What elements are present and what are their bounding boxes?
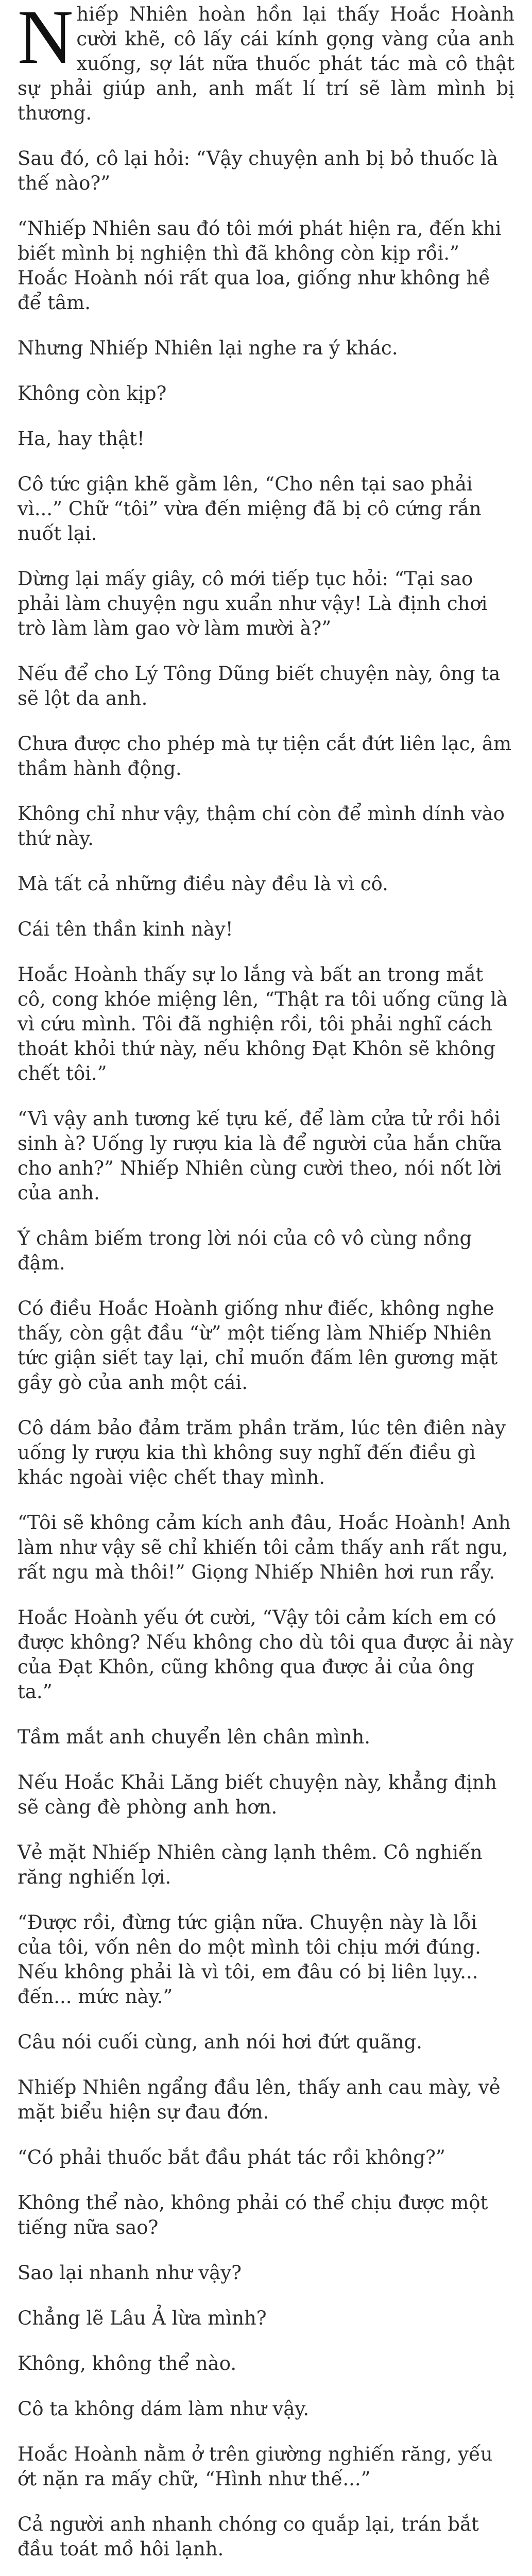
article-paragraph: Cô ta không dám làm như vậy.	[18, 2398, 310, 2420]
opening-paragraph	[18, 2, 514, 126]
article-paragraph: Nhưng Nhiếp Nhiên lại nghe ra ý khác.	[18, 337, 398, 359]
article-paragraph: Câu nói cuối cùng, anh nói hơi đứt quãng.	[18, 2031, 422, 2053]
article-paragraph: Cái tên thần kinh này!	[18, 918, 233, 940]
article-paragraph: Ý châm biếm trong lời nói của cô vô cùng nồng đậm.	[18, 1227, 472, 1274]
article-paragraph: Nếu Hoắc Khải Lăng biết chuyện này, khẳng định sẽ càng đè phòng anh hơn.	[18, 1771, 497, 1818]
article-paragraph: Chưa được cho phép mà tự tiện cắt đứt liên lạc, âm thầm hành động.	[18, 733, 512, 779]
article-paragraph: Cô dám bảo đảm trăm phần trăm, lúc tên điên này uống ly rượu kia thì không suy nghĩ đến điều gì khác ngoài việc chết thay mình.	[18, 1417, 506, 1488]
article-paragraph: Vẻ mặt Nhiếp Nhiên càng lạnh thêm. Cô nghiến răng nghiến lợi.	[18, 1841, 483, 1888]
drop-cap-letter: N	[18, 0, 74, 80]
article-paragraph: “Tôi sẽ không cảm kích anh đâu, Hoắc Hoành! Anh làm như vậy sẽ chỉ khiến tôi cảm thấy anh rất ngu, rất ngu mà thôi!” Giọng Nhiếp Nhiên hơi run rẩy.	[18, 1512, 511, 1583]
article-paragraph: Hoắc Hoành thấy sự lo lắng và bất an trong mắt cô, cong khóe miệng lên, “Thật ra tôi uống cũng là vì cứu mình. Tôi đã nghiện rồi, tôi phải nghĩ cách thoát khỏi thứ này, nếu không Đạt Khôn sẽ không chết tôi.”	[18, 963, 508, 1084]
article-paragraph: “Có phải thuốc bắt đầu phát tác rồi không?”	[18, 2146, 445, 2168]
article-paragraph: Không thể nào, không phải có thể chịu được một tiếng nữa sao?	[18, 2192, 488, 2239]
article-paragraph: Có điều Hoắc Hoành giống như điếc, không nghe thấy, còn gật đầu “ừ” một tiếng làm Nhiếp Nhiên tức giận siết tay lại, chỉ muốn đấm lên gương mặt gầy gò của anh một cái.	[18, 1297, 498, 1394]
article-paragraph: “Nhiếp Nhiên sau đó tôi mới phát hiện ra, đến khi biết mình bị nghiện thì đã không còn kịp rồi.” Hoắc Hoành nói rất qua loa, giống như không hề để tâm.	[18, 217, 502, 314]
article-paragraph: Ha, hay thật!	[18, 428, 145, 450]
article-paragraph: Mà tất cả những điều này đều là vì cô.	[18, 873, 388, 895]
article-paragraph: Sau đó, cô lại hỏi: “Vậy chuyện anh bị bỏ thuốc là thế nào?”	[18, 147, 499, 194]
article-paragraph: Cả người anh nhanh chóng co quắp lại, trán bắt đầu toát mồ hôi lạnh.	[18, 2513, 479, 2560]
article-paragraph: Không còn kịp?	[18, 382, 167, 404]
article-paragraph: Chẳng lẽ Lâu Ả lừa mình?	[18, 2307, 267, 2329]
article-paragraph: Tầm mắt anh chuyển lên chân mình.	[18, 1726, 370, 1748]
article-body	[18, 146, 514, 2576]
article-paragraph: Sao lại nhanh như vậy?	[18, 2262, 242, 2284]
article-paragraph: Không chỉ như vậy, thậm chí còn để mình dính vào thứ này.	[18, 803, 505, 850]
article-paragraph: Hoắc Hoành nằm ở trên giường nghiến răng, yếu ớt nặn ra mấy chữ, “Hình như thế...”	[18, 2443, 493, 2490]
article-paragraph: Nếu để cho Lý Tông Dũng biết chuyện này, ông ta sẽ lột da anh.	[18, 663, 501, 709]
article-paragraph: Hoắc Hoành yếu ớt cười, “Vậy tôi cảm kích em có được không? Nếu không cho dù tôi qua được ải này của Đạt Khôn, cũng không qua được ải của ông ta.”	[18, 1606, 514, 1703]
article-paragraph: Nhiếp Nhiên ngẩng đầu lên, thấy anh cau mày, vẻ mặt biểu hiện sự đau đớn.	[18, 2076, 501, 2123]
article-paragraph: Dừng lại mấy giây, cô mới tiếp tục hỏi: “Tại sao phải làm chuyện ngu xuẩn như vậy! Là định chơi trò làm làm gao vờ làm mười à?”	[18, 568, 488, 639]
opening-paragraph-text: hiếp Nhiên hoàn hồn lại thấy Hoắc Hoành cười khẽ, cô lấy cái kính gọng vàng của anh xuống, sợ lát nữa thuốc phát tác mà cô thật sự phải giúp anh, anh mất lí trí sẽ làm mình bị thương.	[18, 3, 514, 124]
article-paragraph: “Được rồi, đừng tức giận nữa. Chuyện này là lỗi của tôi, vốn nên do một mình tôi chịu mới đúng. Nếu không phải là vì tôi, em đâu có bị liên lụy... đến... mức này.”	[18, 1911, 481, 2008]
article-paragraph: “Vì vậy anh tương kế tựu kế, để làm cửa tử rồi hồi sinh à? Uống ly rượu kia là để người của hắn chữa cho anh?” Nhiếp Nhiên cùng cười theo, nói nốt lời của anh.	[18, 1108, 502, 1204]
article-paragraph: Không, không thể nào.	[18, 2352, 237, 2375]
article-paragraph: Cô tức giận khẽ gằm lên, “Cho nên tại sao phải vì...” Chữ “tôi” vừa đến miệng đã bị cô cứng rắn nuốt lại.	[18, 473, 482, 545]
